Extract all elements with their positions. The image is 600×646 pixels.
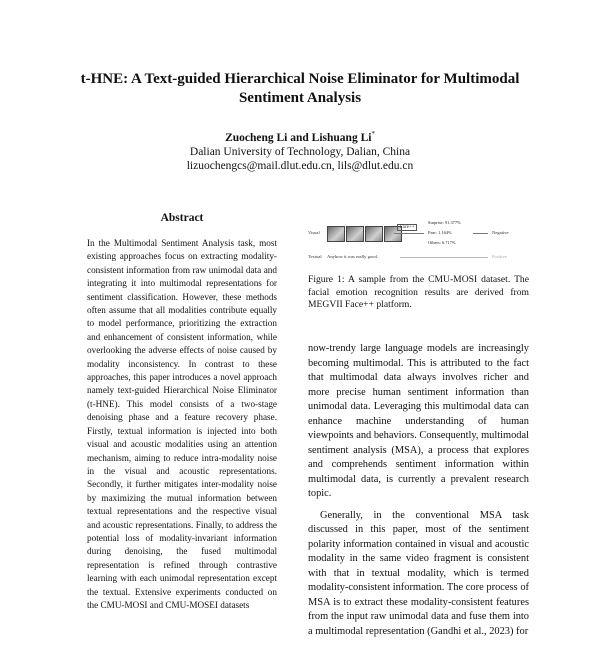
body-paragraph: Generally, in the conventional MSA task discussed in this paper, most of the sentiment polarity information contained in visual and acoustic modality in the same video fragment is consistent with that in textual modality, which is termed modality-consistent information. The core process of MSA is to extract these modality-consistent features from the input raw unimodal data and fuse them into a multimodal representation (Gandhi et al., 2023) for [308,509,529,637]
intro-body [308,342,529,646]
corresponding-mark: * [371,130,375,138]
video-frame [327,226,345,242]
arrow-line [473,233,488,234]
video-frame [365,226,383,242]
figure-1 [308,212,529,264]
paper-title [40,70,560,108]
author-block [40,127,560,173]
abstract-text: In the Multimodal Sentiment Analysis task, most existing approaches focus on extracting modality-consistent information from raw unimodal data and integrating it into multimodal representations for sentiment classification. However, these methods often assume that all modalities contribute equally to model performance, prioritizing the extraction and enhancement of consistent information, while overlooking the adverse effects of noise caused by modality inconsistency. In contrast to these approaches, this paper introduces a novel approach namely text-guided Hierarchical Noise Eliminator (t-HNE). This model consists of a two-stage denoising phase and a feature recovery phase. Firstly, textual information is injected into both visual and acoustic modalities using an attention mechanism, aiming to reduce intra-modality noise in the visual and acoustic representations. Secondly, it further mitigates inter-modality noise by maximizing the mutual information between textual representations and the respective visual and acoustic representations. Finally, to address the potential loss of modality-invariant information during denoising, the fused multimodal representation is refined through contrastive learning with each unimodal representation except the textual. Extensive experiments conducted on the CMU-MOSI and CMU-MOSEI datasets [87,238,277,610]
arrow-line [394,233,424,234]
affiliation: Dalian University of Technology, Dalian, China [189,145,411,158]
visual-label: Visual [308,230,320,235]
video-frame [346,226,364,242]
abstract-heading: Abstract [160,212,204,224]
abstract-section [87,212,277,612]
fear-score: Fear: 1.164% [428,230,452,235]
face-plus-box: Face++ [397,224,417,231]
author-names: Zuocheng Li and Lishuang Li [225,131,372,144]
textual-label: Textual [308,254,322,259]
negative-label: Negative [492,230,509,235]
body-paragraph: now-trendy large language models are increasingly becoming multimodal. This is attributed to the fact that multimodal data always involves richer and more precise human sentiment information than unimodal data. Leveraging this multimodal data can enhance machine understanding of human viewpoints and behaviors. Consequently, multimodal sentiment analysis (MSA), a process that explores and comprehends sentiment information within multimodal data, is currently a prevalent research topic. [308,343,529,499]
figure-section [308,212,529,312]
figure-caption: Figure 1: A sample from the CMU-MOSI dataset. The facial emotion recognition results are derived from MEGVII Face++ platform. [308,274,529,311]
arrow-line [400,257,488,258]
surprise-score: Surprise: 91.377% [428,220,461,225]
positive-label: Positive [492,254,507,259]
title-line-2: Sentiment Analysis [238,90,362,106]
textual-utterance: Anyhow it was really good. [327,254,378,259]
author-emails: lizuochengcs@mail.dlut.edu.cn, lils@dlut.edu.cn [186,159,414,172]
title-line-1: t-HNE: A Text-guided Hierarchical Noise Eliminator for Multimodal [80,71,520,87]
video-frames [327,226,402,240]
others-score: Others: 6.717% [428,240,456,245]
